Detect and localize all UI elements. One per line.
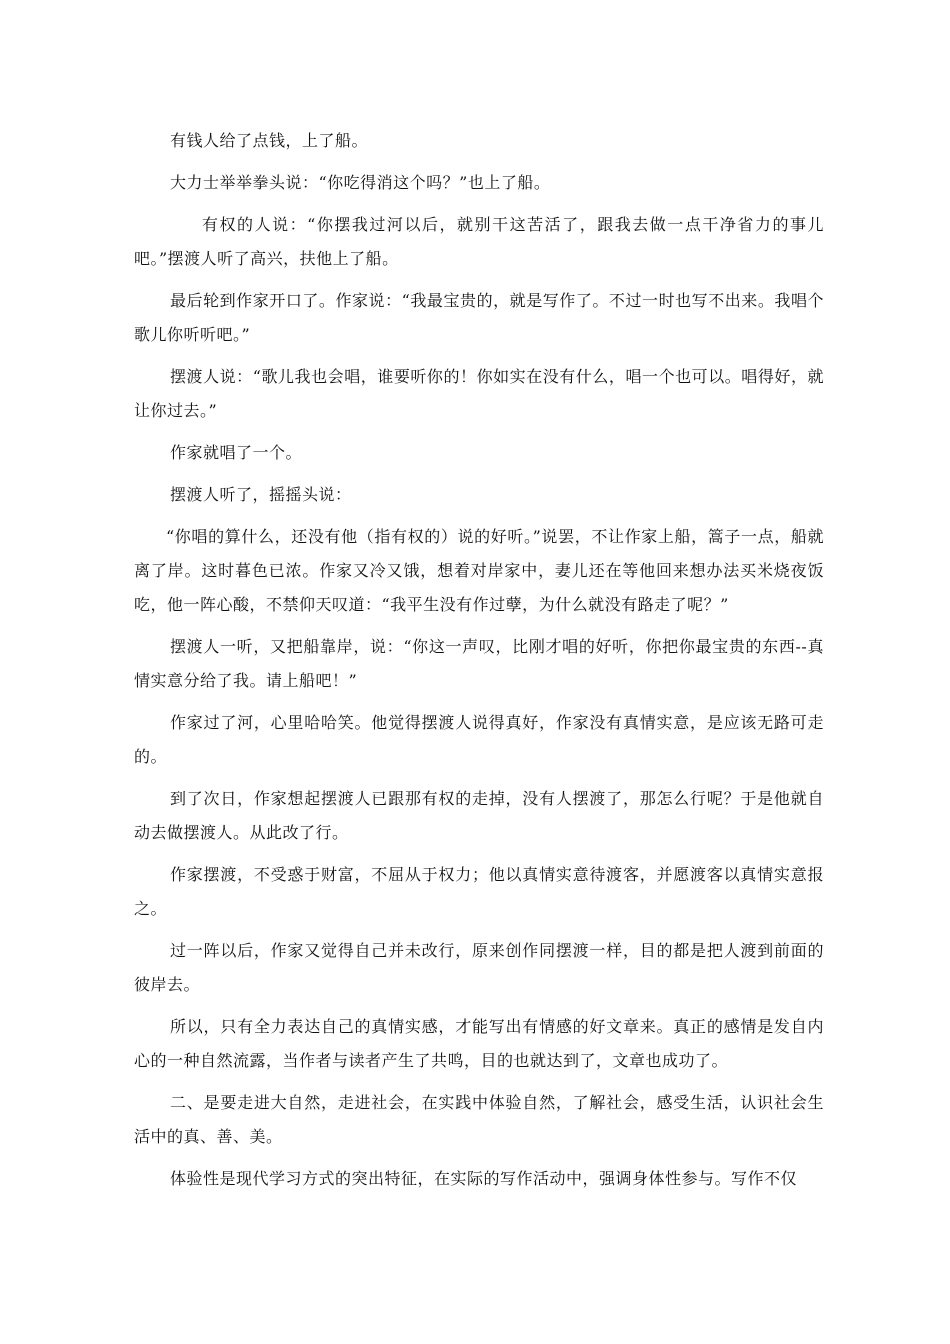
paragraph-1: 有钱人给了点钱，上了船。 <box>170 131 369 150</box>
paragraph-8: “你唱的算什么，还没有他（指有权的）说的好听。”说罢，不让作家上船，篙子一点，船就离了岸。这时暮色已浓。作家又冷又饿，想着对岸家中，妻儿还在等他回来想办法买米烧夜饭吃，他一阵心酸，不禁仰天叹道：“我平生没有作过孽，为什么就没有路走了呢？” <box>134 527 824 614</box>
paragraph-10: 作家过了河，心里哈哈笑。他觉得摆渡人说得真好，作家没有真情实意，是应该无路可走的。 <box>134 713 824 766</box>
paragraph-2: 大力士举举拳头说：“你吃得消这个吗？”也上了船。 <box>170 173 551 192</box>
paragraph-16: 体验性是现代学习方式的突出特征，在实际的写作活动中，强调身体性参与。写作不仅 <box>170 1169 798 1188</box>
paragraph-6: 作家就唱了一个。 <box>170 443 303 462</box>
paragraph-14: 所以，只有全力表达自己的真情实感，才能写出有情感的好文章来。真正的感情是发自内心的一种自然流露，当作者与读者产生了共鸣，目的也就达到了，文章也成功了。 <box>134 1017 824 1070</box>
paragraph-12: 作家摆渡，不受惑于财富，不屈从于权力；他以真情实意待渡客，并愿渡客以真情实意报之。 <box>134 865 824 918</box>
paragraph-4: 最后轮到作家开口了。作家说：“我最宝贵的，就是写作了。不过一时也写不出来。我唱个歌儿你听听吧。” <box>134 291 824 344</box>
paragraph-5: 摆渡人说：“歌儿我也会唱，谁要听你的！你如实在没有什么，唱一个也可以。唱得好，就让你过去。” <box>134 367 824 420</box>
paragraph-11: 到了次日，作家想起摆渡人已跟那有权的走掉，没有人摆渡了，那怎么行呢？于是他就自动去做摆渡人。从此改了行。 <box>134 789 824 842</box>
paragraph-7: 摆渡人听了，摇摇头说： <box>170 485 352 504</box>
paragraph-13: 过一阵以后，作家又觉得自己并未改行，原来创作同摆渡一样，目的都是把人渡到前面的彼岸去。 <box>134 941 824 994</box>
paragraph-9: 摆渡人一听，又把船靠岸，说：“你这一声叹，比刚才唱的好听，你把你最宝贵的东西--真情实意分给了我。请上船吧！” <box>134 637 824 690</box>
paragraph-3: 有权的人说：“你摆我过河以后，就别干这苦活了，跟我去做一点干净省力的事儿吧。”摆渡人听了高兴，扶他上了船。 <box>134 215 824 268</box>
document-body <box>134 124 824 1204</box>
paragraph-15: 二、是要走进大自然，走进社会，在实践中体验自然，了解社会，感受生活，认识社会生活中的真、善、美。 <box>134 1093 824 1146</box>
